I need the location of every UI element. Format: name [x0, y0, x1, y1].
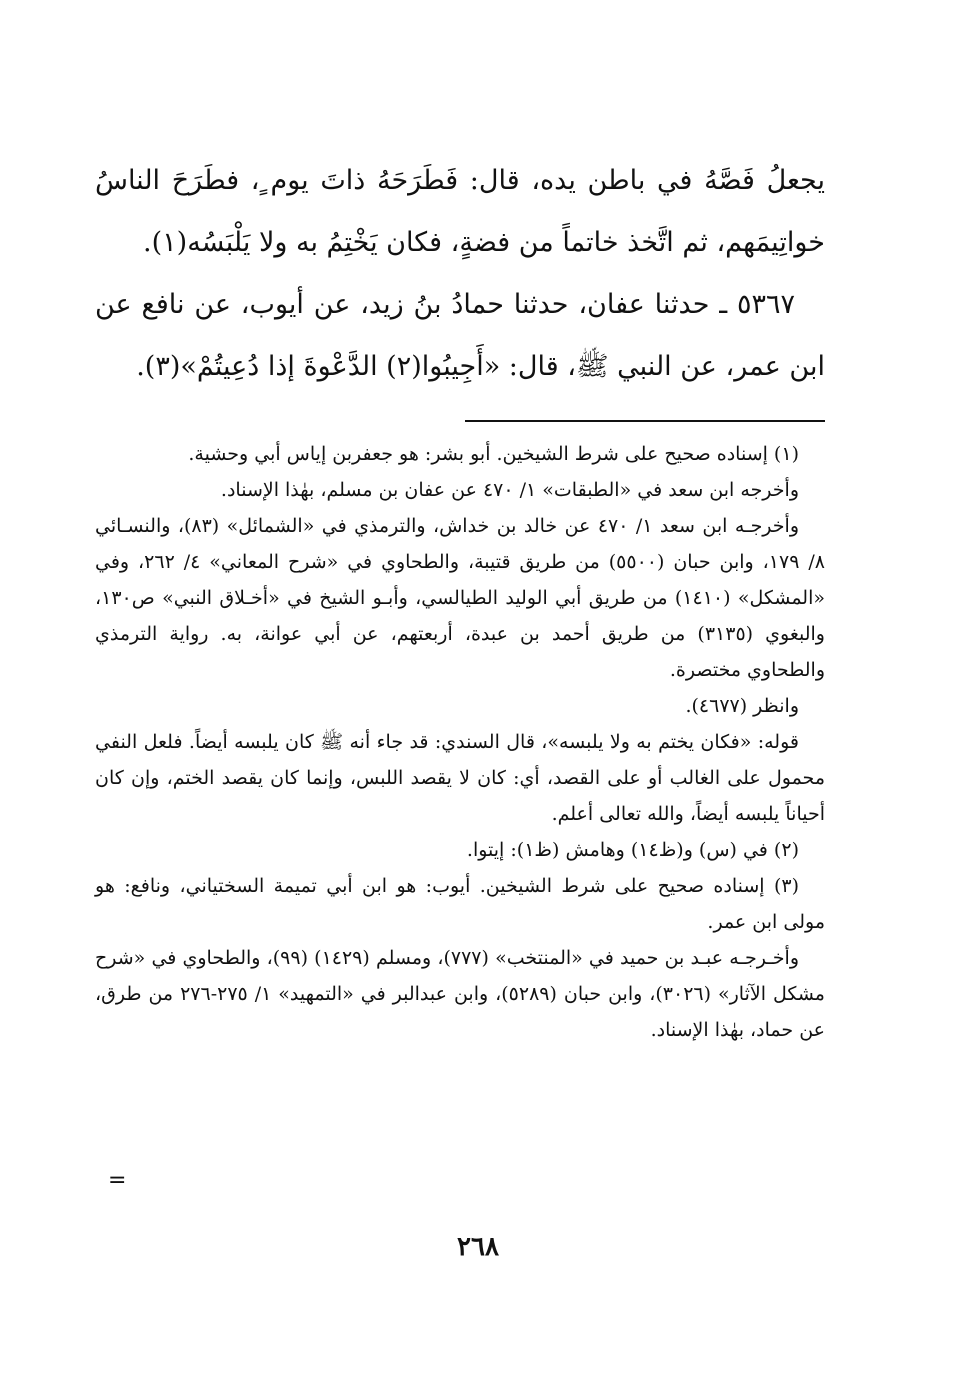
footnote-3: (٣) إسناده صحيح على شرط الشيخين. أيوب: هو ابن أبي تميمة السختياني، ونافع: هو مولى ابن عمر. — [95, 875, 825, 933]
main-text — [95, 150, 825, 398]
footnote-2: (٢) في (س) و(ظ١٤) وهامش (ظ١): إيتوا. — [466, 839, 799, 861]
continuation-mark: = — [108, 1168, 127, 1193]
footnotes — [95, 436, 825, 1048]
footnote-1-paragraph: وانظر (٤٦٧٧). — [685, 695, 799, 717]
footnote-3-paragraph: وأخـرجـه عبـد بن حميد في «المنتخب» (٧٧٧)، ومسلم (١٤٢٩) (٩٩)، والطحاوي في «شرح مشكل الآثار» (٣٠٢٦)، وابن حبان (٥٢٨٩)، وابن عبدالبر في «التمهيد» ١/ ٢٧٥-٢٧٦ من طرق، عن حماد، بهٰذا الإسناد. — [95, 947, 825, 1041]
footnote-1-commentary: قوله: «فكان يختم به ولا يلبسه»، قال السندي: قد جاء أنه ﷺ كان يلبسه أيضاً. فلعل النفي محمول على الغالب أو على القصد، أي: كان لا يقصد اللبس، وإنما كان يقصد الختم، وإن كان أحياناً يلبسه أيضاً، والله تعالى أعلم. — [95, 731, 825, 825]
footnote-divider — [465, 420, 825, 422]
page-number: ٢٦٨ — [457, 1232, 499, 1262]
footnote-1-paragraph: وأخرجـه ابن سعد ١/ ٤٧٠ عن خالد بن خداش، والترمذي في «الشمائل» (٨٣)، والنسـائي ٨/ ١٧٩، وابن حبان (٥٥٠٠) من طريق قتيبة، والطحاوي في «شرح المعاني» ٤/ ٢٦٢، وفي «المشكل» (١٤١٠) من طريق أبي الوليد الطيالسي، وأبـو الشيخ في «أخـلاق النبي» ص١٣٠، والبغوي (٣١٣٥) من طريق أحمد بن عبدة، أربعتهم، عن أبي عوانة، به. رواية الترمذي والطحاوي مختصرة. — [95, 515, 825, 681]
footnote-1-paragraph: وأخرجه ابن سعد في «الطبقات» ١/ ٤٧٠ عن عفان بن مسلم، بهٰذا الإسناد. — [220, 479, 799, 501]
page-body — [95, 150, 825, 1048]
main-paragraph: يجعلُ فَصَّهُ في باطن يده، قال: فَطَرَحَهُ ذاتَ يوم ٍ، فطَرَحَ الناسُ خواتِيمَهم، ثم اتَّخذ خاتماً من فضةٍ، فكان يَخْتِمُ به ولا يَلْبَسُه(١). — [95, 165, 825, 258]
footnote-1: (١) إسناده صحيح على شرط الشيخين. أبو بشر: هو جعفربن إياس أبي وحشية. — [188, 443, 799, 465]
hadith-5367: ٥٣٦٧ ـ حدثنا عفان، حدثنا حمادُ بنُ زيد، عن أيوب، عن نافع عن ابن عمر، عن النبي ﷺ، قال: «أَجِيبُوا(٢) الدَّعْوةَ إذا دُعِيتُمْ»(٣). — [95, 289, 825, 382]
